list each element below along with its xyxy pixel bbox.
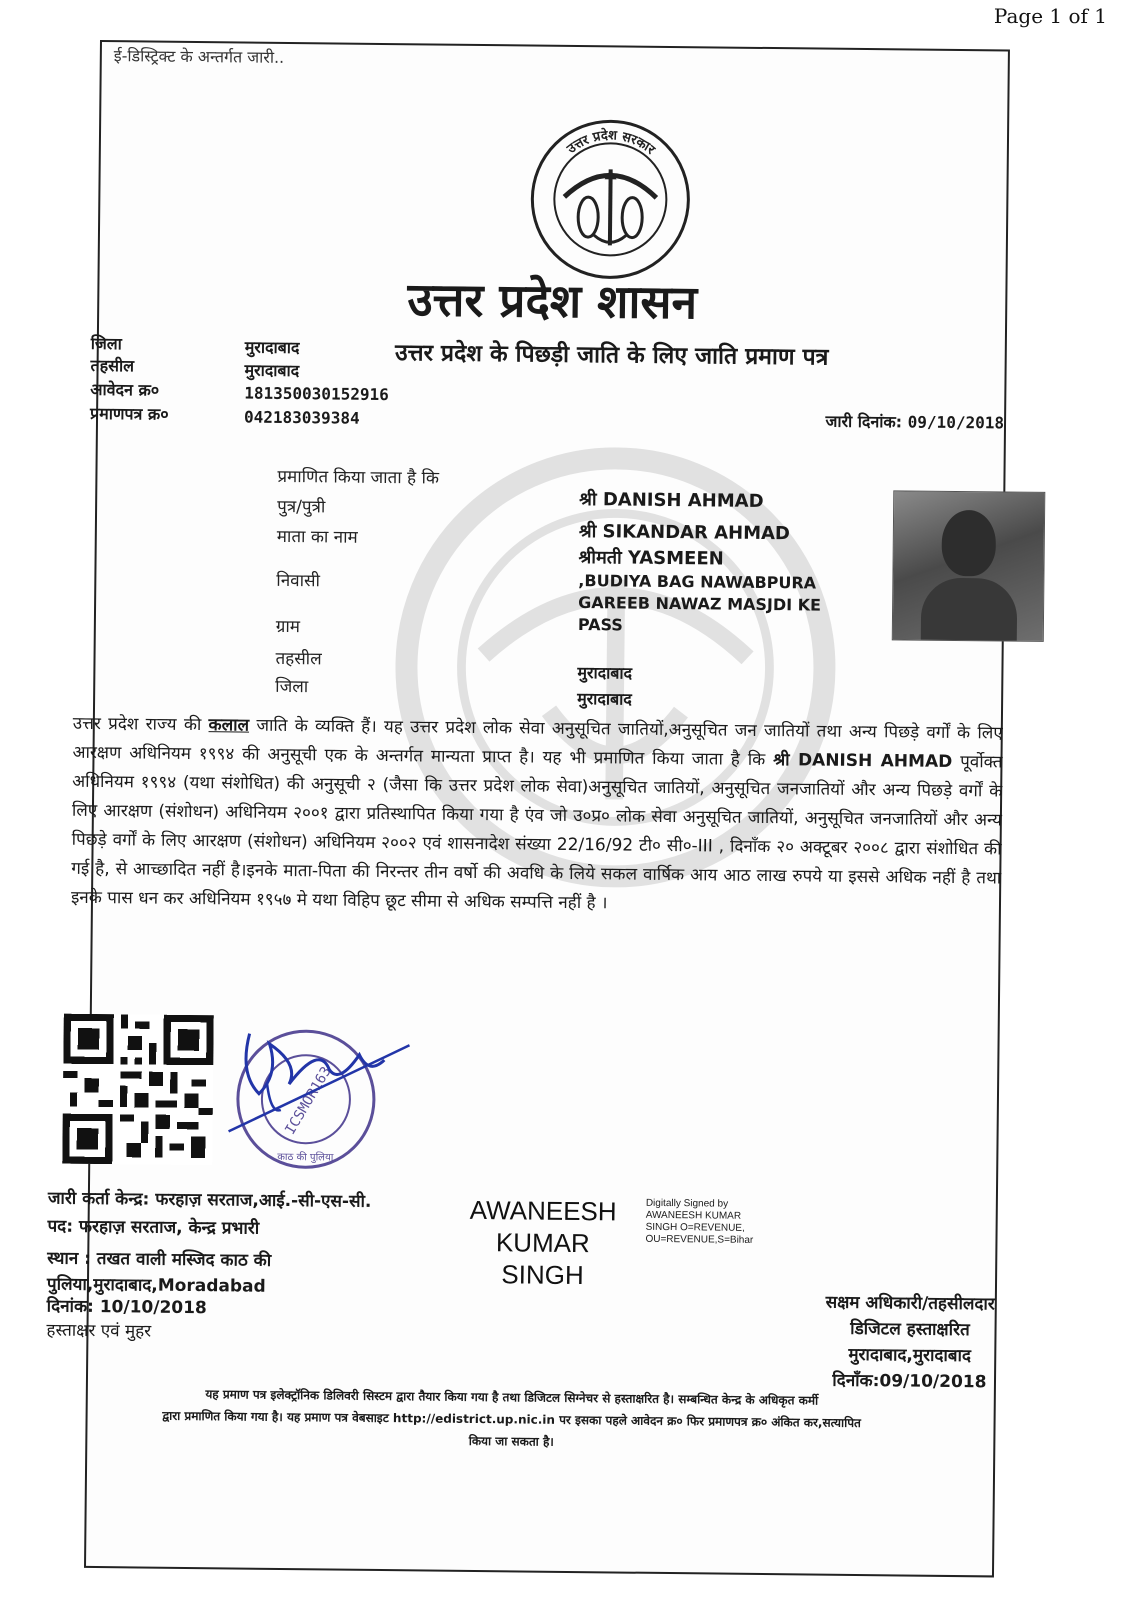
- application-number-value: 181350030152916: [244, 383, 389, 405]
- verification-footer: [43, 1381, 980, 1457]
- digital-signer-name: [469, 1194, 617, 1292]
- tehsil-value: मुरादाबाद: [244, 360, 300, 381]
- certificate-sheet: [46, 40, 1010, 1577]
- body-p1-rest: जाति के व्यक्ति हैं। यह उत्तर प्रदेश लोक सेवा अनुसूचित जातियों,अनुसूचित जन जातियों तथा अन्य पिछड़े वर्गों के लिए आरक्षण अधिनियम १९९४ की अनुसूची एक के अन्तर्गत मान्यता प्राप्त है।: [72, 715, 1003, 768]
- competent-officer-block: [825, 1290, 995, 1396]
- issuer-place-line-1: स्थान : तखत वाली मस्जिद काठ की: [47, 1248, 272, 1271]
- emblem-text: उत्तर प्रदेश सरकार: [564, 128, 658, 158]
- qr-code: [62, 1014, 214, 1166]
- officer-line-2: डिजिटल हस्ताक्षरित: [850, 1318, 970, 1341]
- issuer-place-line-2: पुलिया,मुरादाबाद,Moradabad: [46, 1274, 266, 1297]
- applicant-photo: [892, 490, 1046, 642]
- cert-district-label: जिला: [275, 676, 309, 698]
- sign-and-seal-label: हस्ताक्षर एवं मुहर: [46, 1320, 152, 1342]
- body-applicant-name: श्री DANISH AHMAD: [773, 750, 953, 772]
- cert-tehsil-label: तहसील: [275, 648, 322, 670]
- seal-text: ICSMOR163: [282, 1064, 335, 1138]
- digital-signature-note: [645, 1198, 753, 1247]
- caste-name: कलाल: [208, 715, 250, 736]
- certified-label: प्रमाणित किया जाता है कि: [277, 466, 440, 489]
- officer-line-3: मुरादाबाद,मुरादाबाद: [848, 1344, 972, 1367]
- dig-note-line-3: SINGH O=REVENUE,: [645, 1221, 745, 1234]
- up-government-emblem-icon: [528, 116, 694, 282]
- tehsil-label: तहसील: [90, 355, 135, 376]
- dig-note-line-4: OU=REVENUE,S=Bihar: [645, 1233, 754, 1246]
- photo-face: [941, 510, 996, 577]
- officer-line-1: सक्षम अधिकारी/तहसीलदार: [825, 1292, 995, 1315]
- issuer-post: पद: फरहाज़ सरताज, केन्द्र प्रभारी: [47, 1216, 260, 1239]
- photo-shoulders: [921, 578, 1018, 641]
- district-value: मुरादाबाद: [244, 337, 300, 358]
- issue-date: [825, 410, 1004, 434]
- address-line-3: PASS: [577, 615, 623, 635]
- officer-line-4: दिनाँक:09/10/2018: [832, 1370, 987, 1393]
- body-p2-rest: पूर्वोक्त अधिनियम १९९४ (यथा संशोधित) की अनुसूची २ (जैसा कि उत्तर प्रदेश लोक सेवा)अनुसूचित जातियों, अनुसूचित जनजातियों और अन्य पिछड़े वर्गों के लिए आरक्षण (संशोधन) अधिनियम २००१ द्वारा प्रतिस्थापित किया गया है एंव जो उ०प्र० लोक सेवा अनुसूचित जातियों, अनुसूचित जनजातियों और अन्य पिछड़े वर्गों के लिए आरक्षण (संशोधन) अधिनियम २००२ एवं शासनादेश संख्या 22/16/92 टी० सी०-III , दिनाँक २० अक्टूबर २००८ द्वारा संशोधित की गई है, से आच्छादित नहीं है।इनके माता-पिता की निरन्तर तीन वर्षो की अवधि के लिये सकल वार्षिक आय आठ लाख रुपये या इससे अधिक नहीं है तथा इनके पास धन कर अधिनियम १९५७ मे यथा विहिप छूट सीमा से अधिक सम्पत्ति नहीं है ।: [70, 751, 1003, 914]
- issuer-date: दिनांक: 10/10/2018: [46, 1296, 207, 1319]
- page-title: उत्तर प्रदेश शासन: [407, 272, 698, 330]
- certificate-body: [71, 710, 1003, 923]
- issue-date-label: जारी दिनांक:: [825, 411, 903, 432]
- certificate-number-label: प्रमाणपत्र क्र०: [89, 403, 169, 424]
- resident-label: निवासी: [276, 570, 321, 592]
- cert-tehsil-value: मुरादाबाद: [577, 663, 633, 683]
- issued-under-note: ई-डिस्ट्रिक्ट के अन्तर्गत जारी..: [113, 46, 285, 67]
- footer-line-2: द्वारा प्रमाणित किया गया है। यह प्रमाण पत्र वेबसाइट http://edistrict.up.nic.in पर इसका पहले आवेदन क्र० फिर प्रमाणपत्र क्र० अंकित कर,सत्यापित: [162, 1408, 861, 1431]
- body-p1-start: उत्तर प्रदेश राज्य की: [72, 713, 209, 736]
- mother-label: माता का नाम: [276, 526, 358, 548]
- issue-date-value: 09/10/2018: [907, 412, 1005, 433]
- address-line-1: ,BUDIYA BAG NAWABPURA: [578, 571, 817, 593]
- mother-name: श्रीमती YASMEEN: [578, 547, 724, 570]
- application-number-label: आवेदन क्र०: [90, 379, 160, 400]
- issuing-centre: जारी कर्ता केन्द्र: फरहाज़ सरताज,आई.-सी-एस-सी.: [47, 1188, 372, 1212]
- page-number-label: Page 1 of 1: [993, 4, 1107, 28]
- signer-name-line-1: AWANEESH: [469, 1194, 617, 1227]
- body-p2-start: यह भी प्रमाणित किया जाता है कि: [542, 747, 774, 771]
- dig-note-line-2: AWANEESH KUMAR: [645, 1209, 742, 1222]
- certificate-subtitle: उत्तर प्रदेश के पिछड़ी जाति के लिए जाति प्रमाण पत्र: [394, 340, 829, 371]
- address-line-2: GAREEB NAWAZ MASJDI KE: [578, 593, 822, 615]
- village-label: ग्राम: [275, 616, 301, 638]
- son-daughter-label: पुत्र/पुत्री: [277, 496, 326, 518]
- footer-line-3: किया जा सकता है।: [468, 1433, 554, 1449]
- cert-district-value: मुरादाबाद: [577, 689, 632, 709]
- seal-bottom-text: काठ की पुलिया: [277, 1151, 334, 1164]
- district-label: जिला: [90, 333, 122, 354]
- footer-line-1: यह प्रमाण पत्र इलेक्ट्रॉनिक डिलिवरी सिस्टम द्वारा तैयार किया गया है तथा डिजिटल सिग्नेचर से हस्ताक्षरित है। सम्बन्धित केन्द्र के अधिकृत कर्मी: [205, 1387, 819, 1408]
- signer-name-line-2: KUMAR: [495, 1227, 590, 1259]
- dig-note-line-1: Digitally Signed by: [645, 1197, 729, 1210]
- father-name: श्री SIKANDAR AHMAD: [578, 521, 791, 545]
- certificate-number-value: 042183039384: [243, 407, 360, 428]
- applicant-name: श्री DANISH AHMAD: [579, 489, 764, 512]
- handwritten-signature: [208, 1013, 439, 1145]
- signer-name-line-3: SINGH: [501, 1259, 584, 1291]
